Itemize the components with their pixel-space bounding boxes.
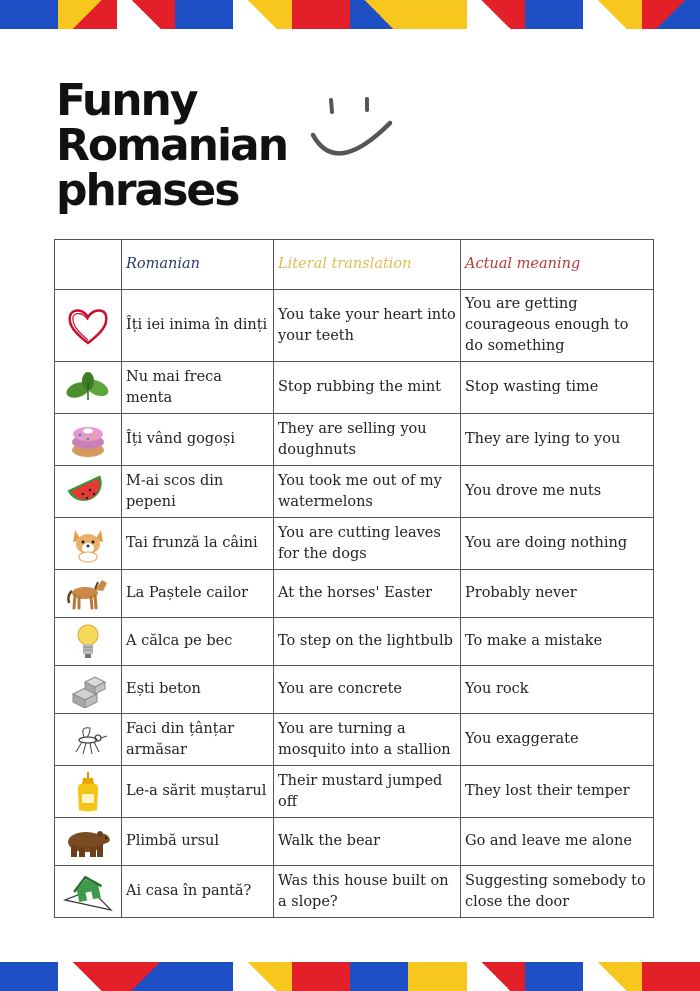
romanian-phrase: A călca pe bec [122,618,274,666]
literal-translation: You are cutting leaves for the dogs [274,518,461,570]
table-row [55,414,654,466]
actual-meaning: They lost their temper [461,766,654,818]
horse-icon [65,575,111,613]
watermelon-icon [65,472,111,512]
mosquito-icon [68,722,108,758]
icon-column-header [55,240,122,290]
table-row [55,362,654,414]
romanian-phrase: Îți iei inima în dinți [122,290,274,362]
romanian-phrase: Faci din țânțar armăsar [122,714,274,766]
actual-meaning: They are lying to you [461,414,654,466]
phrases-table [54,239,654,918]
doughnut-icon [68,419,108,461]
table-row [55,570,654,618]
romanian-phrase: Le-a sărit muștarul [122,766,274,818]
literal-translation: To step on the lightbulb [274,618,461,666]
table-header-row [55,240,654,290]
table-row [55,766,654,818]
sloped-house-icon [61,870,115,914]
dog-icon [67,524,109,564]
literal-translation: Walk the bear [274,818,461,866]
table-row [55,666,654,714]
literal-translation: At the horses' Easter [274,570,461,618]
romanian-phrase: M-ai scos din pepeni [122,466,274,518]
actual-meaning: To make a mistake [461,618,654,666]
page-title: Funny Romanian phrases [56,75,288,216]
literal-translation: They are selling you doughnuts [274,414,461,466]
romanian-phrase: La Paștele cailor [122,570,274,618]
top-color-stripe [0,0,700,29]
table-row [55,818,654,866]
romanian-phrase: Ești beton [122,666,274,714]
romanian-column-header: Romanian [122,240,274,290]
actual-meaning: Probably never [461,570,654,618]
smiley-face-icon [306,95,402,169]
romanian-phrase: Ai casa în pantă? [122,866,274,918]
actual-meaning: Stop wasting time [461,362,654,414]
literal-column-header: Literal translation [274,240,461,290]
mint-icon [61,368,115,408]
table-row [55,518,654,570]
mustard-icon [73,770,103,814]
lightbulb-icon [73,621,103,663]
actual-meaning: You are doing nothing [461,518,654,570]
literal-translation: Stop rubbing the mint [274,362,461,414]
literal-translation: You took me out of my watermelons [274,466,461,518]
romanian-phrase: Nu mai freca menta [122,362,274,414]
actual-meaning: You rock [461,666,654,714]
actual-meaning: You drove me nuts [461,466,654,518]
bear-icon [62,824,114,860]
table-row [55,290,654,362]
literal-translation: You take your heart into your teeth [274,290,461,362]
actual-meaning: Suggesting somebody to close the door [461,866,654,918]
romanian-phrase: Plimbă ursul [122,818,274,866]
heart-icon [65,303,111,349]
table-row [55,466,654,518]
literal-translation: Their mustard jumped off [274,766,461,818]
actual-meaning: You are getting courageous enough to do something [461,290,654,362]
romanian-phrase: Tai frunză la câini [122,518,274,570]
actual-meaning: Go and leave me alone [461,818,654,866]
table-row [55,714,654,766]
actual-meaning: You exaggerate [461,714,654,766]
concrete-blocks-icon [67,672,109,708]
actual-column-header: Actual meaning [461,240,654,290]
literal-translation: You are turning a mosquito into a stallion [274,714,461,766]
literal-translation: Was this house built on a slope? [274,866,461,918]
literal-translation: You are concrete [274,666,461,714]
bottom-color-stripe [0,962,700,991]
table-row [55,866,654,918]
table-row [55,618,654,666]
romanian-phrase: Îți vând gogoși [122,414,274,466]
